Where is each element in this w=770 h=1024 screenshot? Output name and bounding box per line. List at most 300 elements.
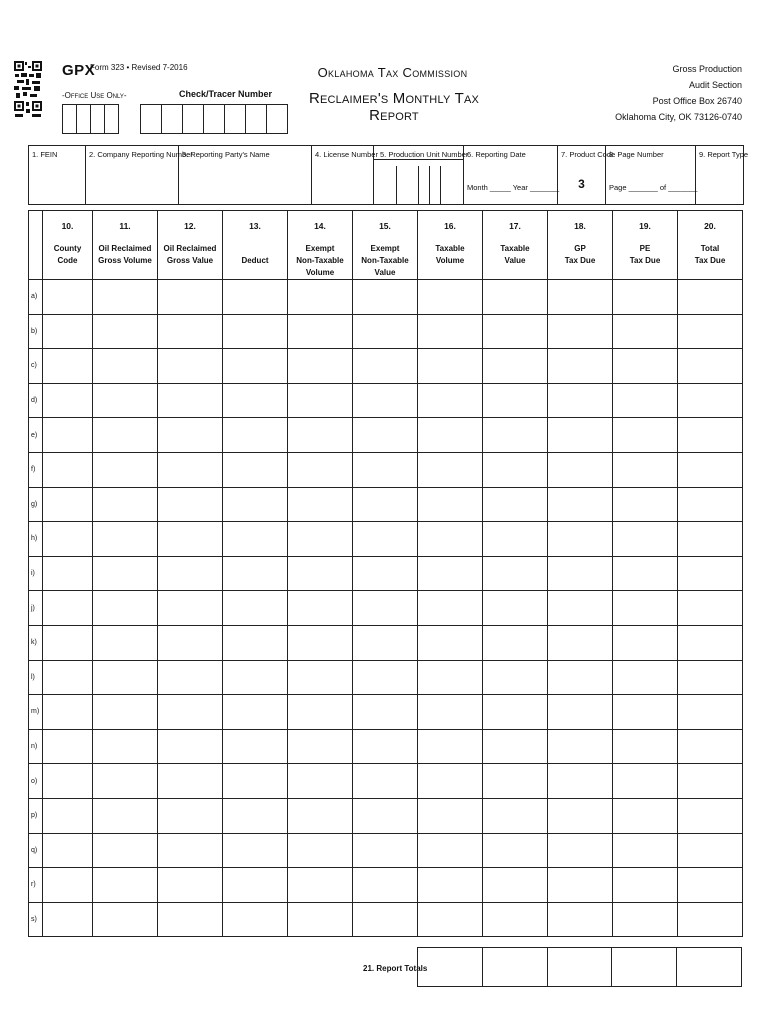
entry-cell[interactable]: [548, 487, 613, 522]
entry-cell[interactable]: [548, 349, 613, 384]
entry-cell[interactable]: [43, 452, 93, 487]
column-label-line: Gross Value: [166, 256, 214, 265]
entry-cell[interactable]: [223, 902, 288, 937]
entry-cell[interactable]: [678, 591, 743, 626]
entry-cell[interactable]: [93, 487, 158, 522]
table-row: [29, 418, 743, 453]
entry-cell[interactable]: [223, 764, 288, 799]
entry-cell[interactable]: [223, 280, 288, 315]
entry-cell[interactable]: [613, 452, 678, 487]
entry-cell[interactable]: [158, 556, 223, 591]
column-number: 15.: [379, 221, 391, 231]
entry-cell[interactable]: [613, 522, 678, 557]
entry-cell[interactable]: [613, 349, 678, 384]
entry-cell[interactable]: [613, 625, 678, 660]
entry-cell[interactable]: [43, 591, 93, 626]
entry-cell[interactable]: [93, 452, 158, 487]
entry-cell[interactable]: [483, 660, 548, 695]
entry-cell[interactable]: [158, 902, 223, 937]
row-label: a): [29, 280, 43, 315]
entry-cell[interactable]: [678, 625, 743, 660]
row-label: d): [29, 383, 43, 418]
entry-cell[interactable]: [158, 280, 223, 315]
entry-cell[interactable]: [43, 695, 93, 730]
table-row: [29, 798, 743, 833]
entry-cell[interactable]: [548, 764, 613, 799]
entry-cell[interactable]: [158, 314, 223, 349]
entry-cell[interactable]: [483, 314, 548, 349]
entry-cell[interactable]: [158, 868, 223, 903]
table-row: [29, 556, 743, 591]
entry-cell[interactable]: [418, 487, 483, 522]
entry-cell[interactable]: [418, 591, 483, 626]
license-number-field[interactable]: [312, 146, 378, 204]
column-label-line: Oil Reclaimed: [98, 244, 152, 253]
row-label: r): [29, 868, 43, 903]
entry-cell[interactable]: [548, 695, 613, 730]
entry-cell[interactable]: [288, 418, 353, 453]
entry-cell[interactable]: [548, 383, 613, 418]
entry-cell[interactable]: [353, 833, 418, 868]
row-label: b): [29, 314, 43, 349]
entry-cell[interactable]: [548, 625, 613, 660]
entry-cell[interactable]: [353, 625, 418, 660]
column-number: 17.: [509, 221, 521, 231]
total-cell[interactable]: [547, 948, 612, 987]
row-label: o): [29, 764, 43, 799]
column-header: [288, 211, 353, 280]
table-row: [29, 383, 743, 418]
entry-cell[interactable]: [418, 314, 483, 349]
entry-cell[interactable]: [678, 522, 743, 557]
entry-cell[interactable]: [483, 452, 548, 487]
entry-cell[interactable]: [548, 798, 613, 833]
entry-cell[interactable]: [93, 902, 158, 937]
entry-cell[interactable]: [223, 729, 288, 764]
entry-cell[interactable]: [613, 383, 678, 418]
entry-cell[interactable]: [158, 418, 223, 453]
table-row: [29, 868, 743, 903]
entry-cell[interactable]: [418, 625, 483, 660]
total-cell[interactable]: [612, 948, 677, 987]
page-number-label: 8. Page Number: [609, 150, 664, 159]
entry-cell[interactable]: [158, 729, 223, 764]
entry-cell[interactable]: [613, 660, 678, 695]
entry-cell[interactable]: [223, 383, 288, 418]
entry-cell[interactable]: [353, 314, 418, 349]
entry-cell[interactable]: [613, 280, 678, 315]
entry-cell[interactable]: [223, 522, 288, 557]
column-label: [158, 243, 222, 267]
entry-cell[interactable]: [678, 764, 743, 799]
row-label: c): [29, 349, 43, 384]
entry-cell[interactable]: [353, 487, 418, 522]
entry-cell[interactable]: [613, 902, 678, 937]
entry-cell[interactable]: [483, 902, 548, 937]
office-use-boxes[interactable]: [62, 104, 119, 134]
table-row: [29, 349, 743, 384]
table-row: [29, 280, 743, 315]
entry-cell[interactable]: [43, 522, 93, 557]
entry-cell[interactable]: [548, 591, 613, 626]
column-label-line: Volume: [435, 256, 465, 265]
entry-cell[interactable]: [353, 349, 418, 384]
column-header: [483, 211, 548, 280]
tracer-number-label: Check/Tracer Number: [179, 89, 273, 99]
entry-cell[interactable]: [548, 729, 613, 764]
address-line: Audit Section: [688, 80, 742, 90]
entry-cell[interactable]: [93, 798, 158, 833]
entry-cell[interactable]: [418, 764, 483, 799]
entry-cell[interactable]: [288, 522, 353, 557]
entry-cell[interactable]: [353, 418, 418, 453]
entry-cell[interactable]: [353, 556, 418, 591]
entry-cell[interactable]: [158, 522, 223, 557]
entry-cell[interactable]: [223, 556, 288, 591]
entry-cell[interactable]: [288, 487, 353, 522]
entry-cell[interactable]: [288, 902, 353, 937]
entry-cell[interactable]: [418, 383, 483, 418]
entry-cell[interactable]: [613, 418, 678, 453]
entry-cell[interactable]: [548, 314, 613, 349]
entry-cell[interactable]: [93, 349, 158, 384]
entry-cell[interactable]: [93, 695, 158, 730]
tracer-number-boxes[interactable]: [140, 104, 288, 134]
entry-cell[interactable]: [418, 452, 483, 487]
column-number: 10.: [61, 221, 74, 231]
entry-cell[interactable]: [353, 660, 418, 695]
entry-cell[interactable]: [678, 280, 743, 315]
entry-cell[interactable]: [223, 487, 288, 522]
entry-cell[interactable]: [43, 383, 93, 418]
entry-cell[interactable]: [678, 418, 743, 453]
column-number: 19.: [639, 221, 651, 231]
entry-cell[interactable]: [548, 418, 613, 453]
entry-cell[interactable]: [613, 868, 678, 903]
entry-cell[interactable]: [93, 314, 158, 349]
entry-cell[interactable]: [353, 383, 418, 418]
column-label-line: Value: [504, 256, 526, 265]
entry-cell[interactable]: [158, 798, 223, 833]
page-number-field[interactable]: [606, 146, 696, 204]
column-label: [93, 243, 157, 267]
entry-cell[interactable]: [223, 868, 288, 903]
entry-cell[interactable]: [678, 868, 743, 903]
entry-cell[interactable]: [158, 349, 223, 384]
entry-cell[interactable]: [678, 314, 743, 349]
entry-cell[interactable]: [93, 591, 158, 626]
entry-cell[interactable]: [548, 833, 613, 868]
entry-cell[interactable]: [613, 556, 678, 591]
entry-cell[interactable]: [288, 591, 353, 626]
production-unit-number-label: 5. Production Unit Number: [380, 150, 469, 159]
column-number: 16.: [444, 221, 456, 231]
agency-name: Oklahoma Tax Commission: [317, 65, 468, 80]
total-cell[interactable]: [482, 948, 547, 987]
entry-cell[interactable]: [223, 695, 288, 730]
entry-cell[interactable]: [548, 280, 613, 315]
entry-cell[interactable]: [288, 764, 353, 799]
entry-cell[interactable]: [613, 695, 678, 730]
entry-cell[interactable]: [418, 280, 483, 315]
entry-cell[interactable]: [613, 591, 678, 626]
entry-cell[interactable]: [288, 314, 353, 349]
total-cell[interactable]: [677, 948, 742, 987]
entry-cell[interactable]: [678, 798, 743, 833]
column-label-line: Total: [700, 244, 720, 253]
table-row: [29, 833, 743, 868]
company-reporting-number-field[interactable]: [86, 146, 193, 204]
entry-cell[interactable]: [158, 487, 223, 522]
entry-cell[interactable]: [548, 902, 613, 937]
entry-cell[interactable]: [158, 625, 223, 660]
entry-cell[interactable]: [223, 314, 288, 349]
entry-cell[interactable]: [288, 280, 353, 315]
reporting-date-field[interactable]: [464, 146, 558, 204]
entry-cell[interactable]: [418, 833, 483, 868]
row-label: s): [29, 902, 43, 937]
entry-cell[interactable]: [418, 418, 483, 453]
entry-cell[interactable]: [678, 487, 743, 522]
entry-cell[interactable]: [548, 556, 613, 591]
entry-cell[interactable]: [483, 522, 548, 557]
entry-cell[interactable]: [288, 556, 353, 591]
column-label-line: Non-Taxable Volume: [296, 256, 344, 277]
entry-cell[interactable]: [93, 556, 158, 591]
entry-cell[interactable]: [158, 764, 223, 799]
report-totals-label: 21. Report Totals: [363, 964, 428, 973]
entry-cell[interactable]: [223, 798, 288, 833]
entry-cell[interactable]: [353, 280, 418, 315]
column-header: [548, 211, 613, 280]
month-year-line: Month _____ Year _______: [467, 183, 560, 192]
entry-cell[interactable]: [223, 660, 288, 695]
table-row: [29, 522, 743, 557]
entry-cell[interactable]: [43, 487, 93, 522]
column-header: [158, 211, 223, 280]
entry-cell[interactable]: [43, 729, 93, 764]
entry-cell[interactable]: [288, 833, 353, 868]
column-label-line: Tax Due: [694, 256, 726, 265]
column-label: [43, 243, 92, 267]
table-row: [29, 764, 743, 799]
entry-cell[interactable]: [158, 383, 223, 418]
entry-cell[interactable]: [483, 591, 548, 626]
product-code-label: 7. Product Code: [561, 150, 616, 159]
row-label: m): [29, 695, 43, 730]
entry-cell[interactable]: [613, 314, 678, 349]
entry-cell[interactable]: [483, 383, 548, 418]
entry-cell[interactable]: [223, 591, 288, 626]
entry-cell[interactable]: [93, 868, 158, 903]
entry-cell[interactable]: [613, 729, 678, 764]
page-of-line: Page _______ of _______: [609, 183, 698, 192]
entry-cell[interactable]: [418, 695, 483, 730]
entry-cell[interactable]: [353, 798, 418, 833]
entry-cell[interactable]: [483, 833, 548, 868]
entry-cell[interactable]: [548, 452, 613, 487]
column-number: 13.: [249, 221, 261, 231]
table-row: [29, 695, 743, 730]
entry-cell[interactable]: [288, 383, 353, 418]
product-code-value: 3: [578, 177, 585, 191]
entry-cell[interactable]: [678, 556, 743, 591]
entry-cell[interactable]: [678, 729, 743, 764]
column-label-line: Taxable: [500, 244, 530, 253]
row-label: q): [29, 833, 43, 868]
entry-cell[interactable]: [353, 729, 418, 764]
column-label: [678, 243, 742, 267]
production-unit-number-field[interactable]: [374, 146, 469, 204]
entry-cell[interactable]: [223, 418, 288, 453]
entry-cell[interactable]: [418, 798, 483, 833]
entry-cell[interactable]: [613, 798, 678, 833]
entry-cell[interactable]: [288, 625, 353, 660]
entry-cell[interactable]: [678, 695, 743, 730]
column-label-line: Tax Due: [629, 256, 661, 265]
entry-cell[interactable]: [288, 729, 353, 764]
entry-cell[interactable]: [93, 383, 158, 418]
entry-cell[interactable]: [418, 660, 483, 695]
row-label: l): [29, 660, 43, 695]
table-row: [29, 902, 743, 937]
column-label: [613, 243, 677, 267]
entry-cell[interactable]: [93, 625, 158, 660]
entry-cell[interactable]: [483, 764, 548, 799]
entry-cell[interactable]: [483, 349, 548, 384]
entry-cell[interactable]: [483, 798, 548, 833]
address-line: Gross Production: [672, 64, 742, 74]
entry-cell[interactable]: [548, 522, 613, 557]
entry-cell[interactable]: [418, 902, 483, 937]
entry-cell[interactable]: [93, 280, 158, 315]
fein-field[interactable]: [29, 146, 86, 204]
entry-cell[interactable]: [288, 798, 353, 833]
entry-cell[interactable]: [548, 868, 613, 903]
entry-cell[interactable]: [548, 660, 613, 695]
entry-cell[interactable]: [93, 660, 158, 695]
entry-cell[interactable]: [158, 591, 223, 626]
entry-cell[interactable]: [93, 764, 158, 799]
row-label: n): [29, 729, 43, 764]
column-label: [223, 243, 287, 267]
table-row: [29, 591, 743, 626]
reporting-date-label: 6. Reporting Date: [467, 150, 526, 159]
column-label-line: Gross Volume: [98, 256, 152, 265]
column-header: [93, 211, 158, 280]
entry-cell[interactable]: [158, 695, 223, 730]
entry-cell[interactable]: [43, 625, 93, 660]
entry-cell[interactable]: [353, 764, 418, 799]
column-label-line: Tax Due: [564, 256, 596, 265]
column-label-line: GP: [574, 244, 586, 253]
entry-cell[interactable]: [418, 349, 483, 384]
entry-cell[interactable]: [678, 902, 743, 937]
entry-cell[interactable]: [288, 695, 353, 730]
entry-cell[interactable]: [353, 591, 418, 626]
entry-cell[interactable]: [483, 729, 548, 764]
entry-cell[interactable]: [483, 487, 548, 522]
address-line: Post Office Box 26740: [652, 96, 742, 106]
form-revision: Form 323 • Revised 7-2016: [90, 63, 188, 72]
entry-cell[interactable]: [353, 452, 418, 487]
entry-cell[interactable]: [613, 833, 678, 868]
reporting-party-name-field[interactable]: [179, 146, 312, 204]
entry-cell[interactable]: [678, 383, 743, 418]
entry-cell[interactable]: [223, 625, 288, 660]
entry-cell[interactable]: [353, 522, 418, 557]
entry-cell[interactable]: [353, 902, 418, 937]
entry-cell[interactable]: [223, 452, 288, 487]
entry-cell[interactable]: [43, 418, 93, 453]
entry-cell[interactable]: [43, 868, 93, 903]
entry-cell[interactable]: [93, 418, 158, 453]
entry-cell[interactable]: [158, 660, 223, 695]
entry-cell[interactable]: [418, 522, 483, 557]
entry-cell[interactable]: [678, 349, 743, 384]
report-type-field[interactable]: [696, 146, 749, 204]
entry-cell[interactable]: [613, 487, 678, 522]
entry-cell[interactable]: [418, 556, 483, 591]
totals-table: [417, 947, 742, 987]
entry-cell[interactable]: [288, 349, 353, 384]
entry-cell[interactable]: [93, 833, 158, 868]
entry-cell[interactable]: [353, 695, 418, 730]
entry-cell[interactable]: [288, 660, 353, 695]
entry-cell[interactable]: [43, 280, 93, 315]
entry-cell[interactable]: [483, 625, 548, 660]
table-row: [29, 660, 743, 695]
entry-cell[interactable]: [613, 764, 678, 799]
entry-cell[interactable]: [43, 556, 93, 591]
entry-cell[interactable]: [43, 902, 93, 937]
entry-cell[interactable]: [288, 868, 353, 903]
entry-cell[interactable]: [158, 833, 223, 868]
entry-cell[interactable]: [483, 280, 548, 315]
entry-cell[interactable]: [93, 522, 158, 557]
mailing-address: [615, 61, 742, 125]
entry-cell[interactable]: [288, 452, 353, 487]
entry-cell[interactable]: [43, 314, 93, 349]
column-label: [288, 243, 352, 279]
entry-cell[interactable]: [418, 729, 483, 764]
row-label: k): [29, 625, 43, 660]
entry-cell[interactable]: [678, 833, 743, 868]
entry-cell[interactable]: [43, 660, 93, 695]
entry-cell[interactable]: [223, 833, 288, 868]
entry-cell[interactable]: [483, 695, 548, 730]
table-row: [29, 452, 743, 487]
entry-cell[interactable]: [418, 868, 483, 903]
row-label: j): [29, 591, 43, 626]
entry-cell[interactable]: [223, 349, 288, 384]
entry-cell[interactable]: [678, 660, 743, 695]
entry-cell[interactable]: [43, 798, 93, 833]
entry-cell[interactable]: [483, 868, 548, 903]
entry-cell[interactable]: [93, 729, 158, 764]
entry-cell[interactable]: [158, 452, 223, 487]
entry-cell[interactable]: [678, 452, 743, 487]
entry-cell[interactable]: [483, 556, 548, 591]
report-type-label: 9. Report Type: [699, 150, 749, 159]
entry-cell[interactable]: [483, 418, 548, 453]
entry-cell[interactable]: [43, 764, 93, 799]
table-row: [29, 729, 743, 764]
entry-cell[interactable]: [353, 868, 418, 903]
total-cell[interactable]: [418, 948, 483, 987]
entry-cell[interactable]: [43, 349, 93, 384]
entry-cell[interactable]: [43, 833, 93, 868]
